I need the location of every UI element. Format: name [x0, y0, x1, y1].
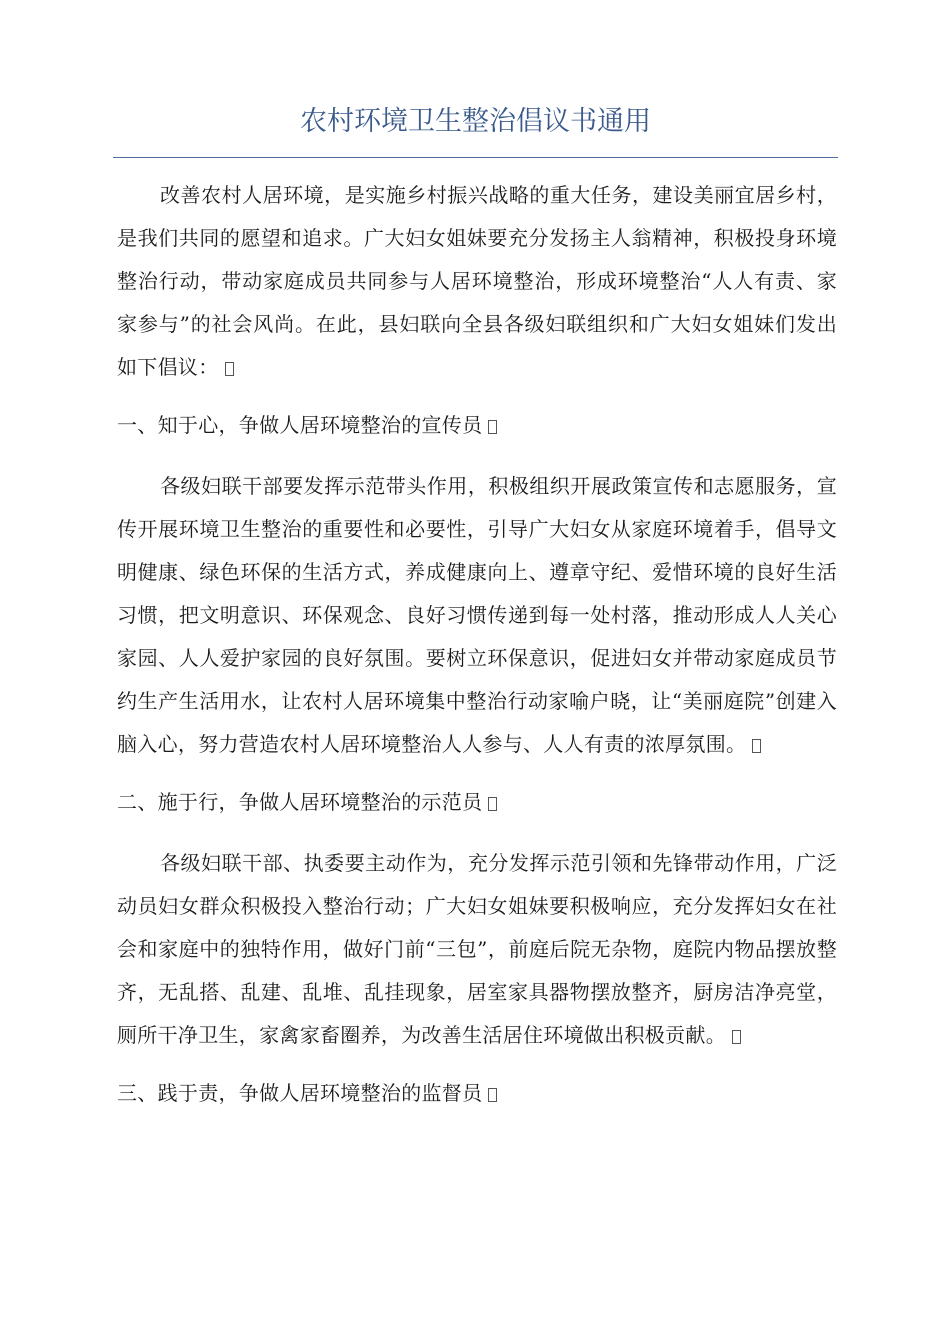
- section-2-paragraph: [117, 842, 837, 1057]
- paragraph-mark-icon: [752, 739, 761, 753]
- document-body: [117, 174, 837, 1133]
- paragraph-text: 各级妇联干部、执委要主动作为，充分发挥示范引领和先锋带动作用，广泛动员妇女群众积极投入整治行动；广大妇女姐妹要积极响应，充分发挥妇女在社会和家庭中的独特作用，做好门前“三包”，前庭后院无杂物，庭院内物品摆放整齐，无乱搭、乱建、乱堆、乱挂现象，居室家具器物摆放整齐，厨房洁净亮堂，厕所干净卫生，家禽家畜圈养，为改善生活居住环境做出积极贡献。: [117, 851, 837, 1047]
- section-heading-2: [117, 781, 837, 824]
- paragraph-mark-icon: [488, 420, 497, 434]
- paragraph-text: 各级妇联干部要发挥示范带头作用，积极组织开展政策宣传和志愿服务，宣传开展环境卫生整治的重要性和必要性，引导广大妇女从家庭环境着手，倡导文明健康、绿色环保的生活方式，养成健康向上、遵章守纪、爱惜环境的良好生活习惯，把文明意识、环保观念、良好习惯传递到每一处村落，推动形成人人关心家园、人人爱护家园的良好氛围。要树立环保意识，促进妇女并带动家庭成员节约生产生活用水，让农村人居环境集中整治行动家喻户晓，让“美丽庭院”创建入脑入心，努力营造农村人居环境整治人人参与、人人有责的浓厚氛围。: [117, 474, 837, 756]
- heading-text: 三、践于责，争做人居环境整治的监督员: [117, 1081, 483, 1105]
- paragraph-mark-icon: [488, 1088, 497, 1102]
- document-title: 农村环境卫生整治倡议书通用: [300, 106, 651, 137]
- heading-text: 二、施于行，争做人居环境整治的示范员: [117, 790, 483, 814]
- section-heading-1: [117, 404, 837, 447]
- paragraph-mark-icon: [225, 362, 234, 376]
- section-1-paragraph: [117, 465, 837, 766]
- section-heading-3: [117, 1072, 837, 1115]
- title-underline: [113, 157, 838, 158]
- paragraph-text: 改善农村人居环境，是实施乡村振兴战略的重大任务，建设美丽宜居乡村，是我们共同的愿望和追求。广大妇女姐妹要充分发扬主人翁精神，积极投身环境整治行动，带动家庭成员共同参与人居环境整治，形成环境整治“人人有责、家家参与”的社会风尚。在此，县妇联向全县各级妇联组织和广大妇女姐妹们发出如下倡议：: [117, 183, 837, 379]
- intro-paragraph: [117, 174, 837, 389]
- paragraph-mark-icon: [488, 797, 497, 811]
- heading-text: 一、知于心，争做人居环境整治的宣传员: [117, 413, 483, 437]
- paragraph-mark-icon: [732, 1030, 741, 1044]
